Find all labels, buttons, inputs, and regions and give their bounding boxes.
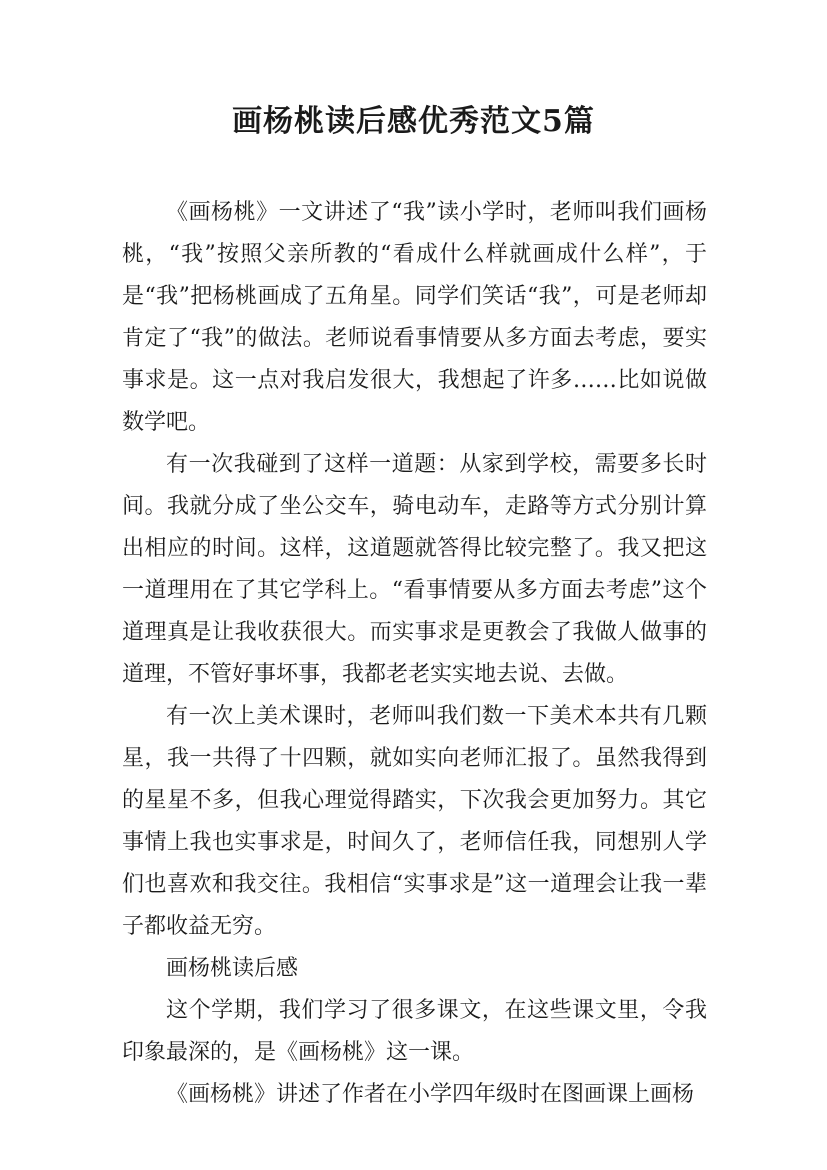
document-body [122,192,707,1116]
paragraph-5: 《画杨桃》讲述了作者在小学四年级时在图画课上画杨 [166,1082,695,1107]
section-subheading: 画杨桃读后感 [166,956,299,981]
paragraph-1: 《画杨桃》一文讲述了“我”读小学时，老师叫我们画杨桃，“我”按照父亲所教的“看成什么样就画成什么样”，于是“我”把杨桃画成了五角星。同学们笑话“我”，可是老师却肯定了“我”的做法。老师说看事情要从多方面去考虑，要实事求是。这一点对我启发很大，我想起了许多……比如说做数学吧。 [122,200,707,435]
paragraph-4: 这个学期，我们学习了很多课文，在这些课文里，令我印象最深的，是《画杨桃》这一课。 [122,998,707,1065]
paragraph-3: 有一次上美术课时，老师叫我们数一下美术本共有几颗星，我一共得了十四颗，就如实向老师汇报了。虽然我得到的星星不多，但我心理觉得踏实，下次我会更加努力。其它事情上我也实事求是，时间久了，老师信任我，同想别人学们也喜欢和我交往。我相信“实事求是”这一道理会让我一辈子都收益无穷。 [122,704,707,939]
paragraph-2: 有一次我碰到了这样一道题：从家到学校，需要多长时间。我就分成了坐公交车，骑电动车，走路等方式分别计算出相应的时间。这样，这道题就答得比较完整了。我又把这一道理用在了其它学科上。“看事情要从多方面去考虑”这个道理真是让我收获很大。而实事求是更教会了我做人做事的道理，不管好事坏事，我都老老实实地去说、去做。 [122,452,707,687]
document-title: 画杨桃读后感优秀范文5篇 [232,104,595,139]
